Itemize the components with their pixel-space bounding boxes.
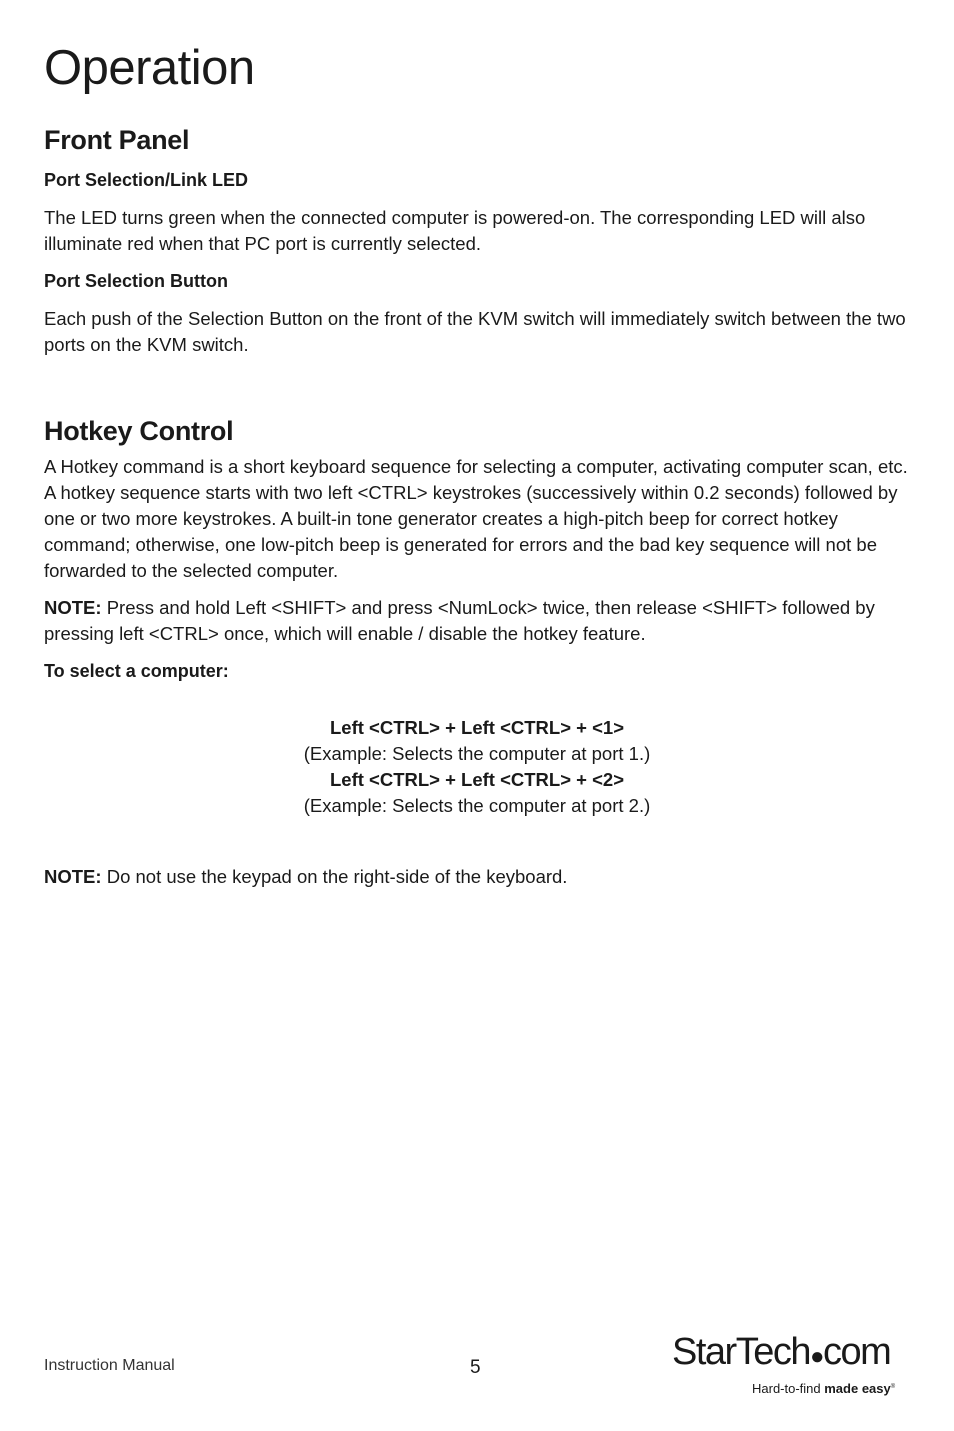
- startech-logo: [668, 1328, 920, 1398]
- note-text: Press and hold Left <SHIFT> and press <NumLock> twice, then release <SHIFT> followed by pressing left <CTRL> once, which will enable / disable the hotkey feature.: [44, 597, 875, 644]
- hotkey-combo-port1: Left <CTRL> + Left <CTRL> + <1>: [329, 717, 625, 738]
- led-subheading: Port Selection/Link LED: [44, 170, 249, 190]
- hotkey-note: [44, 595, 910, 647]
- logo-brand-text: StarTech●com: [672, 1331, 891, 1373]
- button-subheading: Port Selection Button: [44, 271, 228, 291]
- note-label: NOTE:: [44, 866, 102, 887]
- page-number: 5: [470, 1357, 481, 1378]
- note-text: Do not use the keypad on the right-side of the keyboard.: [101, 866, 568, 887]
- hotkey-intro: A Hotkey command is a short keyboard sequence for selecting a computer, activating computer scan, etc. A hotkey sequence starts with two left <CTRL> keystrokes (successively within 0.2 seconds) followed by one or two more keystrokes. A built-in tone generator creates a high-pitch beep for correct hotkey command; otherwise, one low-pitch beep is generated for errors and the bad key sequence will not be forwarded to the selected computer.: [44, 456, 908, 581]
- hotkey-example-port1: (Example: Selects the computer at port 1.): [303, 743, 651, 764]
- hotkey-combos: [44, 715, 910, 819]
- hotkey-example-port2: (Example: Selects the computer at port 2.): [303, 795, 651, 816]
- button-description: Each push of the Selection Button on the front of the KVM switch will immediately switch between the two ports on the KVM switch.: [44, 308, 906, 355]
- note-label: NOTE:: [44, 597, 102, 618]
- select-computer-heading: To select a computer:: [44, 661, 229, 681]
- keypad-note: [44, 864, 910, 890]
- hotkey-control-heading: Hotkey Control: [44, 416, 234, 446]
- logo-tagline: Hard-to-find made easy®: [752, 1381, 896, 1396]
- page-content: [44, 123, 910, 890]
- hotkey-combo-port2: Left <CTRL> + Left <CTRL> + <2>: [329, 769, 625, 790]
- footer-document-label: Instruction Manual: [44, 1357, 175, 1374]
- page-title: Operation: [44, 41, 255, 95]
- led-description: The LED turns green when the connected computer is powered-on. The corresponding LED will also illuminate red when that PC port is currently selected.: [44, 207, 866, 254]
- front-panel-heading: Front Panel: [44, 125, 190, 155]
